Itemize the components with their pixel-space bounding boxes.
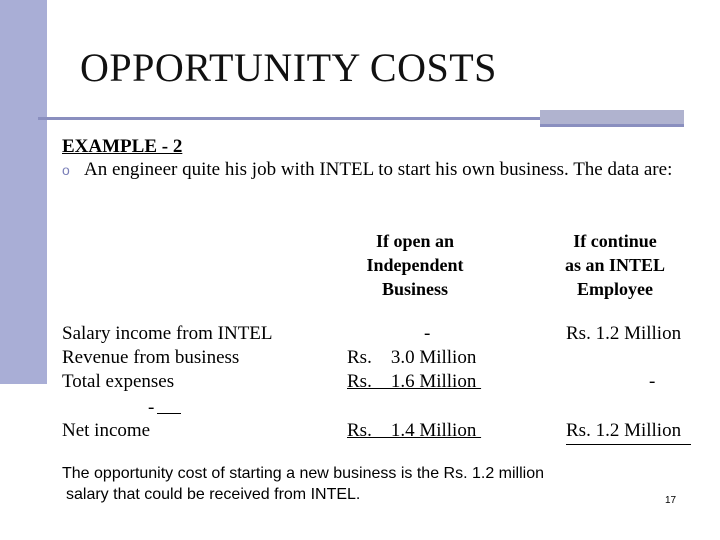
net-intel-rule [566,444,691,445]
conclusion-line-1: The opportunity cost of starting a new business is the Rs. 1.2 million [62,465,545,482]
title-rule-accent [540,110,684,127]
cell-revenue-business: Rs. 3.0 Million [347,347,477,368]
cell-net-business: Rs. 1.4 Million [347,420,482,441]
row-label-revenue: Revenue from business [62,347,240,368]
column-header-open-business: If open an Independent Business [366,231,464,299]
bullet-text: An engineer quite his job with INTEL to start his own business. The data are: [84,159,673,180]
slide-title: OPPORTUNITY COSTS [80,45,497,90]
row-label-net: Net income [62,420,151,441]
title-rule [38,117,578,120]
conclusion-line-2: salary that could be received from INTEL. [66,486,361,503]
subtotal-dash: - [148,397,155,418]
row-label-expenses: Total expenses [62,371,175,392]
cell-net-intel: Rs. 1.2 Million [566,420,682,441]
column-header-continue-intel: If continue as an INTEL Employee [564,231,666,299]
conclusion-text [62,463,622,505]
subtotal-rule [157,413,181,414]
page-number: 17 [665,495,677,506]
cell-salary-intel: Rs. 1.2 Million [566,323,682,344]
example-heading: EXAMPLE - 2 [62,136,183,157]
cell-expenses-business: Rs. 1.6 Million [347,371,482,392]
side-bar [0,0,47,384]
cell-expenses-intel: - [649,371,656,392]
bullet-icon: o [62,162,70,178]
row-label-salary: Salary income from INTEL [62,323,273,344]
cell-salary-business: - [424,323,431,344]
